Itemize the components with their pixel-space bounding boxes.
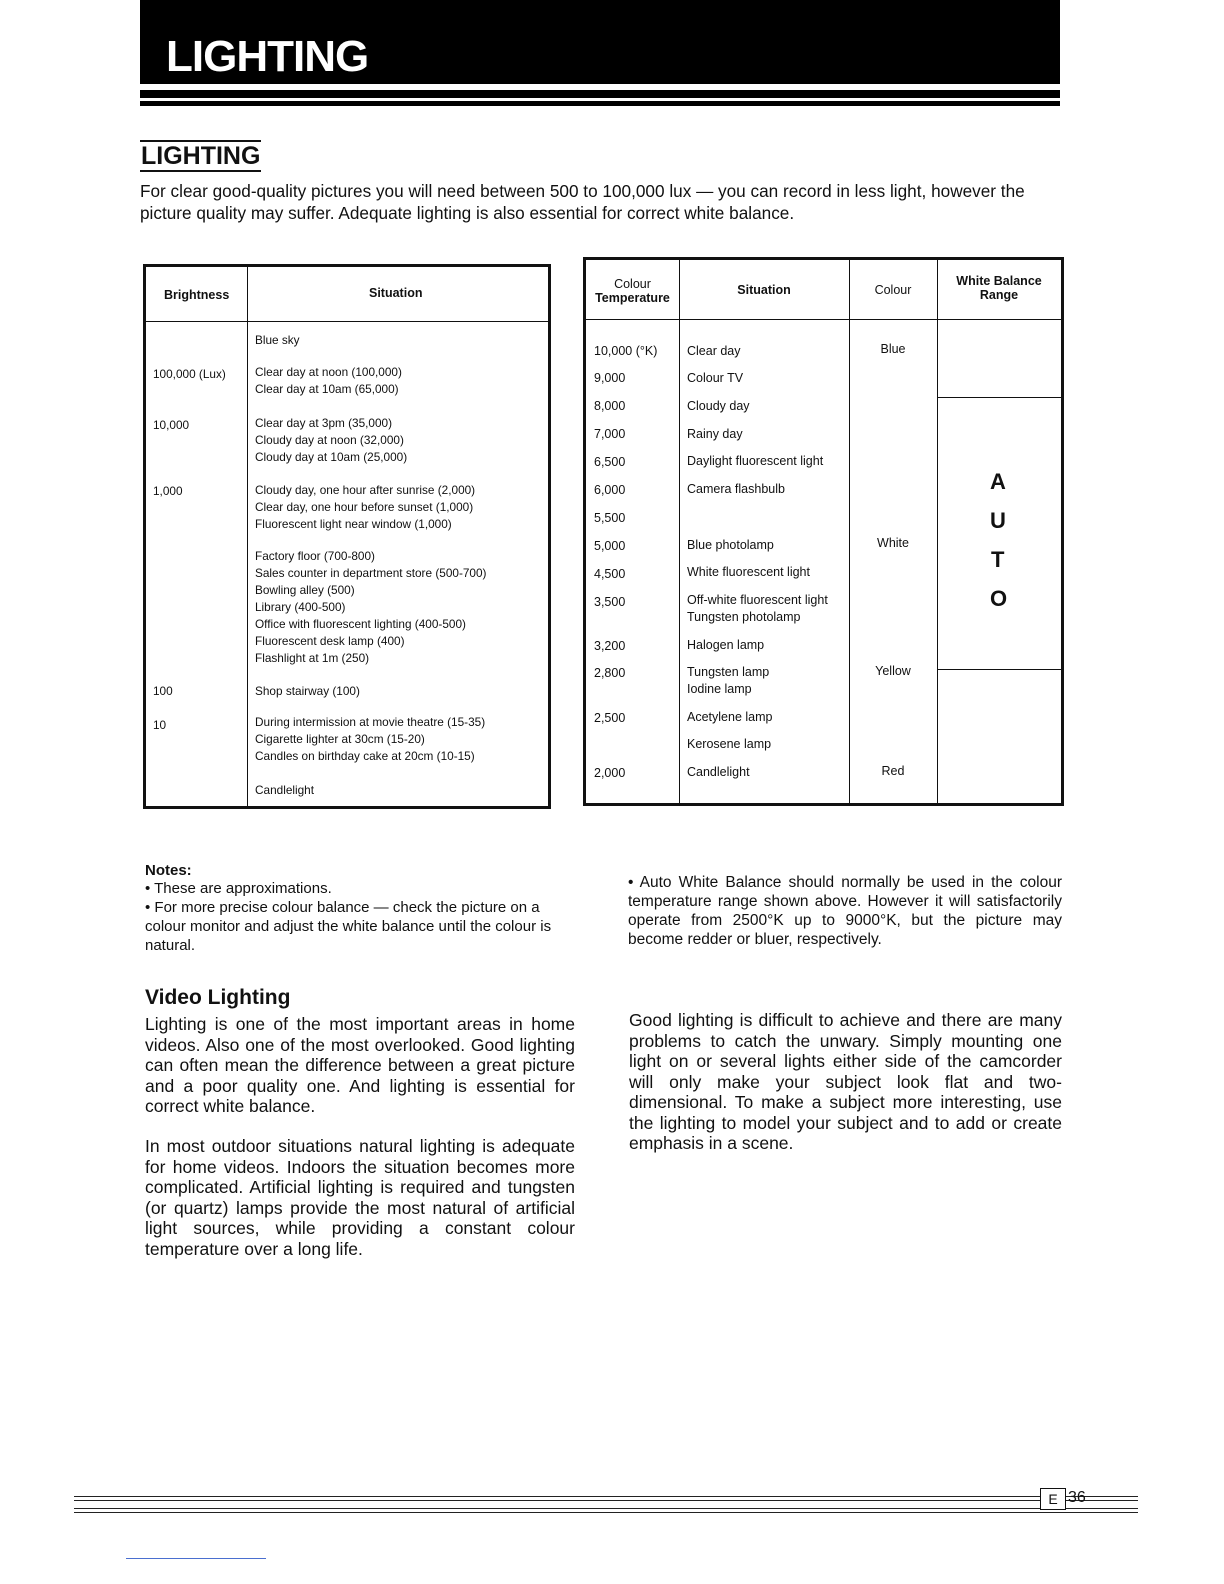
situation-item: Clear day at 3pm (35,000) [255,416,393,430]
situation-item: Kerosene lamp [687,737,772,751]
auto-letter: A [990,469,1006,494]
situation-item: Cigarette lighter at 30cm (15-20) [255,732,425,746]
auto-letter: T [991,547,1005,572]
brightness-value: 10,000 [153,418,190,432]
colour-value: Red [881,764,905,778]
situation-item: Clear day at noon (100,000) [255,365,402,379]
table-divider [586,319,1061,320]
footer-line [74,1496,1138,1497]
situation-item: Fluorescent desk lamp (400) [255,634,405,648]
situation-header: Situation [369,286,423,300]
situation-item: Shop stairway (100) [255,684,360,698]
table-divider [937,669,1061,670]
intro-paragraph: For clear good-quality pictures you will need between 500 to 100,000 lux — you can record in less light, however the picture quality may suffer. Adequate lighting is also essential for correct white balance. [140,181,1025,223]
situation-item: Candlelight [687,765,750,779]
situation-item: Colour TV [687,371,744,385]
situation-item: Blue photolamp [687,538,774,552]
situation-item: During intermission at movie theatre (15-35) [255,715,486,729]
table-divider [937,397,1061,398]
footer-line [74,1512,1138,1513]
temperature-value: 3,500 [594,595,626,609]
header-line: Colour [614,277,651,291]
header-rule-thick [140,90,1060,98]
situation-item: Acetylene lamp [687,710,773,724]
temperature-value: 8,000 [594,399,626,413]
situation-item: Bowling alley (500) [255,583,355,597]
situation-header: Situation [737,283,791,297]
page-letter: E [1040,1488,1066,1510]
auto-letter: U [990,508,1006,533]
brightness-header: Brightness [164,288,230,302]
situation-item: Candles on birthday cake at 20cm (10-15) [255,749,475,763]
note-item: • For more precise colour balance — check the picture on a colour monitor and adjust the white balance until the colour is natural. [145,899,552,954]
situation-item: Daylight fluorescent light [687,454,824,468]
brightness-value: 100 [153,684,173,698]
situation-item: Rainy day [687,427,743,441]
bottom-mark [126,1558,266,1559]
video-lighting-paragraph: Good lighting is difficult to achieve and there are many problems to catch the unwary. Simply mounting one light on or several lights either side of the camcorder will only make your subject look flat and two-dimensional. To make a subject more interesting, use the lighting to model your subject and to add or create emphasis in a scene. [629,1010,1062,1153]
colour-value: Blue [880,342,906,356]
video-lighting-paragraph: In most outdoor situations natural lighting is adequate for home videos. Indoors the situation becomes more complicated. Artificial lighting is required and tungsten (or quartz) lamps provide the most natural of artificial light sources, while providing a constant colour temperature over a long life. [145,1136,575,1259]
situation-item: Camera flashbulb [687,482,785,496]
temperature-value: 6,000 [594,483,626,497]
situation-item: Cloudy day at 10am (25,000) [255,450,408,464]
temperature-value: 2,000 [594,766,626,780]
section-title: LIGHTING [141,142,261,170]
auto-white-balance-note: • Auto White Balance should normally be used in the colour temperature range shown above. However it will satisfactorily operate from 2500°K up to 9000°K, but the picture may become redder or bluer, respectively. [628,874,1062,948]
situation-item: Halogen lamp [687,638,765,652]
colour-temperature-table [583,257,1064,806]
white-balance-header [937,274,1061,302]
temperature-value: 9,000 [594,371,626,385]
header-rule-thin [140,101,1060,106]
situation-item: Clear day [687,344,741,358]
temperature-value: 4,500 [594,567,626,581]
temperature-value: 10,000 (°K) [594,344,658,358]
situation-item: Candlelight [255,783,315,797]
situation-item: Office with fluorescent lighting (400-500) [255,617,466,631]
page-number: 36 [1068,1489,1086,1506]
situation-item: White fluorescent light [687,565,810,579]
banner-title: LIGHTING [166,32,369,81]
auto-letter: O [990,586,1008,611]
temperature-value: 2,800 [594,666,626,680]
temperature-value: 5,500 [594,511,626,525]
footer-line [74,1508,1138,1509]
note-item: • These are approximations. [145,880,332,897]
temperature-value: 2,500 [594,711,626,725]
table-divider [247,267,248,806]
situation-item: Clear day, one hour before sunset (1,000) [255,500,474,514]
temperature-value: 3,200 [594,639,626,653]
header-banner [140,0,1060,84]
brightness-value: 100,000 (Lux) [153,367,226,381]
header-line: White Balance [956,274,1042,288]
situation-item: Sales counter in department store (500-700) [255,566,487,580]
header-line: Temperature [595,291,670,305]
colour-header: Colour [874,283,912,297]
situation-item: Factory floor (700-800) [255,549,375,563]
colour-value: White [877,536,909,550]
footer-line [74,1500,1138,1501]
situation-item: Off-white fluorescent light [687,593,828,607]
header-line: Range [979,288,1019,302]
brightness-value: 1,000 [153,484,183,498]
temperature-value: 6,500 [594,455,626,469]
situation-item: Flashlight at 1m (250) [255,651,370,665]
notes-title: Notes: [145,862,192,879]
video-lighting-title: Video Lighting [145,986,291,1009]
situation-item: Cloudy day [687,399,750,413]
brightness-table [143,264,551,809]
situation-item: Blue sky [255,333,300,347]
situation-item: Iodine lamp [687,682,752,696]
colour-temperature-header [586,277,679,305]
table-divider [679,260,680,803]
temperature-value: 5,000 [594,539,626,553]
video-lighting-paragraph: Lighting is one of the most important areas in home videos. Also one of the most overlooked. Good lighting can often mean the difference between a great picture and a poor quality one. And lighting is essential for correct white balance. [145,1014,575,1116]
notes-list [145,879,577,955]
situation-item: Cloudy day, one hour after sunrise (2,000) [255,483,476,497]
situation-item: Fluorescent light near window (1,000) [255,517,452,531]
table-divider [146,321,548,322]
situation-item: Tungsten photolamp [687,610,801,624]
colour-value: Yellow [875,664,911,678]
brightness-value: 10 [153,718,167,732]
situation-item: Clear day at 10am (65,000) [255,382,399,396]
table-divider [937,260,938,803]
situation-item: Tungsten lamp [687,665,770,679]
temperature-value: 7,000 [594,427,626,441]
situation-item: Library (400-500) [255,600,346,614]
situation-item: Cloudy day at noon (32,000) [255,433,404,447]
